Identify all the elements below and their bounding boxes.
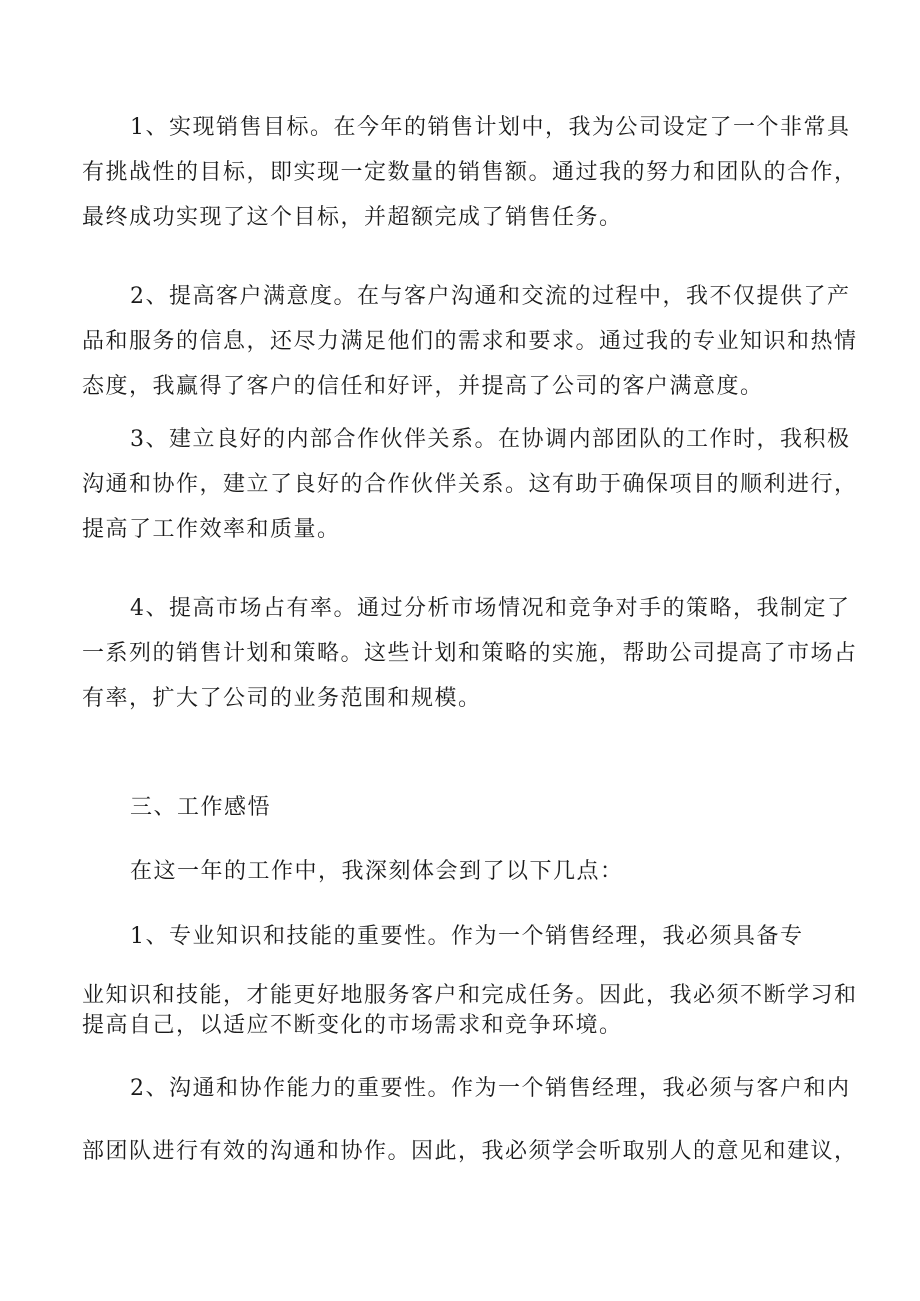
text-line: 最终成功实现了这个目标，并超额完成了销售任务。 bbox=[82, 205, 623, 230]
text-line: 业知识和技能，才能更好地服务客户和完成任务。因此，我必须不断学习和 bbox=[82, 983, 858, 1008]
text-line: 2、沟通和协作能力的重要性。作为一个销售经理，我必须与客户和内 bbox=[130, 1076, 851, 1101]
section-heading: 三、工作感悟 bbox=[130, 795, 272, 820]
paragraph-internal-partnership bbox=[82, 417, 858, 552]
paragraph-communication-collaboration bbox=[82, 1066, 858, 1174]
text-line: 态度，我赢得了客户的信任和好评，并提高了公司的客户满意度。 bbox=[82, 374, 764, 399]
text-line: 1、专业知识和技能的重要性。作为一个销售经理，我必须具备专 bbox=[130, 924, 804, 949]
text-line: 1、实现销售目标。在今年的销售计划中，我为公司设定了一个非常具 bbox=[130, 115, 851, 140]
paragraph-professional-knowledge bbox=[82, 914, 858, 1041]
text-line: 提高了工作效率和质量。 bbox=[82, 517, 341, 542]
text-line: 提高自己，以适应不断变化的市场需求和竞争环境。 bbox=[82, 1013, 623, 1038]
paragraph-reflection-intro bbox=[82, 849, 842, 894]
text-line: 3、建立良好的内部合作伙伴关系。在协调内部团队的工作时，我积极 bbox=[130, 427, 851, 452]
text-line: 沟通和协作，建立了良好的合作伙伴关系。这有助于确保项目的顺利进行， bbox=[82, 472, 858, 497]
text-line: 一系列的销售计划和策略。这些计划和策略的实施，帮助公司提高了市场占 bbox=[82, 641, 858, 666]
paragraph-market-share bbox=[82, 586, 858, 721]
text-line: 4、提高市场占有率。通过分析市场情况和竞争对手的策略，我制定了 bbox=[130, 596, 851, 621]
text-line: 2、提高客户满意度。在与客户沟通和交流的过程中，我不仅提供了产 bbox=[130, 284, 851, 309]
section-heading-work-reflections bbox=[82, 785, 842, 830]
paragraph-sales-target bbox=[82, 105, 858, 240]
text-line: 品和服务的信息，还尽力满足他们的需求和要求。通过我的专业知识和热情 bbox=[82, 329, 858, 354]
text-line: 有挑战性的目标，即实现一定数量的销售额。通过我的努力和团队的合作， bbox=[82, 160, 858, 185]
text-line: 部团队进行有效的沟通和协作。因此，我必须学会听取别人的意见和建议， bbox=[82, 1139, 858, 1164]
text-line: 有率，扩大了公司的业务范围和规模。 bbox=[82, 686, 482, 711]
paragraph-customer-satisfaction bbox=[82, 274, 858, 409]
text-line: 在这一年的工作中，我深刻体会到了以下几点： bbox=[130, 859, 624, 884]
